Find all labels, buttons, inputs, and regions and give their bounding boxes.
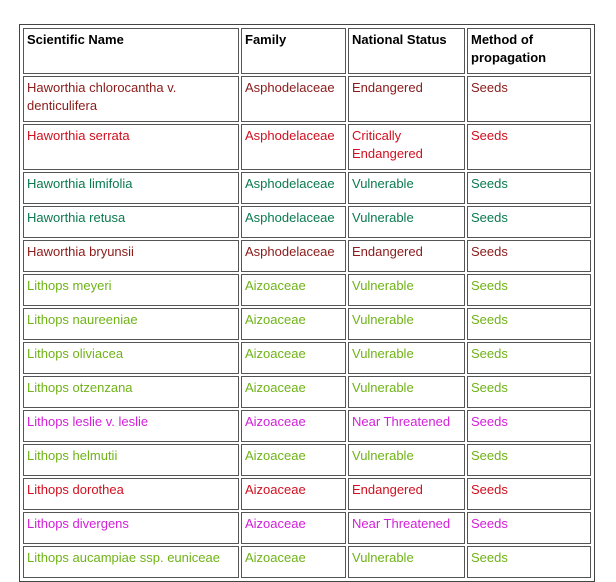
table-row [23,308,591,340]
cell-national-status: Near Threatened [348,512,465,544]
cell-family: Aizoaceae [241,512,346,544]
table-row [23,76,591,122]
cell-scientific-name: Haworthia limifolia [23,172,239,204]
cell-national-status: Endangered [348,240,465,272]
cell-national-status: Vulnerable [348,206,465,238]
species-table [21,26,593,580]
header-family: Family [241,28,346,74]
cell-scientific-name: Lithops aucampiae ssp. euniceae [23,546,239,578]
table-row [23,274,591,306]
cell-family: Aizoaceae [241,274,346,306]
cell-scientific-name: Lithops divergens [23,512,239,544]
table-row [23,444,591,476]
cell-family: Aizoaceae [241,342,346,374]
cell-national-status: Vulnerable [348,172,465,204]
header-national-status: National Status [348,28,465,74]
cell-national-status: Near Threatened [348,410,465,442]
cell-family: Asphodelaceae [241,76,346,122]
table-row [23,206,591,238]
table-row [23,240,591,272]
cell-scientific-name: Lithops helmutii [23,444,239,476]
cell-method: Seeds [467,478,591,510]
cell-method: Seeds [467,444,591,476]
cell-national-status: Vulnerable [348,376,465,408]
cell-method: Seeds [467,410,591,442]
header-method-of-propagation: Method of propagation [467,28,591,74]
cell-method: Seeds [467,274,591,306]
cell-family: Asphodelaceae [241,240,346,272]
cell-family: Aizoaceae [241,308,346,340]
cell-method: Seeds [467,342,591,374]
cell-method: Seeds [467,512,591,544]
cell-national-status: Vulnerable [348,274,465,306]
cell-family: Asphodelaceae [241,206,346,238]
cell-family: Aizoaceae [241,444,346,476]
cell-method: Seeds [467,376,591,408]
cell-scientific-name: Lithops leslie v. leslie [23,410,239,442]
cell-national-status: Endangered [348,76,465,122]
cell-national-status: Vulnerable [348,444,465,476]
cell-family: Aizoaceae [241,478,346,510]
table-row [23,172,591,204]
cell-national-status: Vulnerable [348,546,465,578]
cell-method: Seeds [467,308,591,340]
cell-family: Asphodelaceae [241,124,346,170]
cell-method: Seeds [467,76,591,122]
cell-national-status: Vulnerable [348,342,465,374]
cell-method: Seeds [467,172,591,204]
table-row [23,124,591,170]
table-row [23,410,591,442]
header-scientific-name: Scientific Name [23,28,239,74]
cell-family: Aizoaceae [241,410,346,442]
species-table-frame [19,24,595,582]
cell-scientific-name: Haworthia chlorocantha v. denticulifera [23,76,239,122]
cell-scientific-name: Haworthia bryunsii [23,240,239,272]
cell-scientific-name: Lithops meyeri [23,274,239,306]
cell-national-status: Critically Endangered [348,124,465,170]
cell-scientific-name: Lithops dorothea [23,478,239,510]
table-row [23,342,591,374]
table-row [23,478,591,510]
cell-family: Aizoaceae [241,546,346,578]
table-row [23,546,591,578]
cell-scientific-name: Haworthia retusa [23,206,239,238]
cell-national-status: Endangered [348,478,465,510]
cell-method: Seeds [467,124,591,170]
cell-scientific-name: Haworthia serrata [23,124,239,170]
cell-method: Seeds [467,546,591,578]
cell-method: Seeds [467,240,591,272]
cell-family: Aizoaceae [241,376,346,408]
cell-method: Seeds [467,206,591,238]
cell-scientific-name: Lithops oliviacea [23,342,239,374]
cell-family: Asphodelaceae [241,172,346,204]
table-body [23,76,591,578]
table-row [23,512,591,544]
header-row [23,28,591,74]
cell-scientific-name: Lithops otzenzana [23,376,239,408]
table-row [23,376,591,408]
cell-scientific-name: Lithops naureeniae [23,308,239,340]
cell-national-status: Vulnerable [348,308,465,340]
